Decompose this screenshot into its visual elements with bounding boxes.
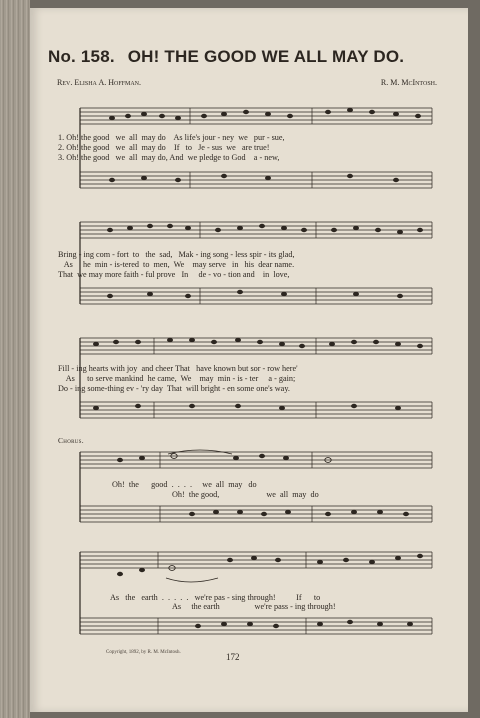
lyric-line: That we may more faith - ful prove In de - vo - tion and in love,	[58, 270, 290, 279]
credits-line	[57, 78, 437, 87]
copyright-notice: Copyright, 1892, by R. M. McIntosh.	[106, 650, 181, 655]
verse-lyrics-system-3	[58, 364, 298, 394]
chorus-echo-lyrics-1: Oh! the good, we all may do	[172, 490, 319, 499]
lyric-line: As to serve mankind he came, We may min - is - ter a - gain;	[58, 374, 296, 383]
lyric-line: 3. Oh! the good we all may do, And we pledge to God a - new,	[58, 153, 280, 162]
page-number: 172	[226, 652, 240, 662]
lyric-line: Fill - ing hearts with joy and cheer That have known but sor - row here'	[58, 364, 298, 373]
lyric-line: Do - ing some-thing ev - 'ry day That will bright - en some one's way.	[58, 384, 290, 393]
hymn-number: No. 158.	[48, 47, 115, 66]
chorus-echo-lyrics-2: As the earth we're pass - ing through!	[172, 602, 336, 611]
lyric-line: Bring - ing com - fort to the sad, Mak - ing song - less spir - its glad,	[58, 250, 295, 259]
hymn-title	[48, 47, 448, 67]
chorus-melody-lyrics-1: Oh! the good . . . . we all may do	[112, 480, 257, 489]
lyric-line: 2. Oh! the good we all may do If to Je - sus we are true!	[58, 143, 270, 152]
hymn-title-text: OH! THE GOOD WE ALL MAY DO.	[127, 47, 405, 66]
chorus-label: Chorus.	[58, 436, 84, 445]
lyric-line: 1. Oh! the good we all may do As life's jour - ney we pur - sue,	[58, 133, 285, 142]
chorus-melody-lyrics-2: As the earth . . . . . we're pas - sing through! If to	[110, 593, 321, 602]
author-credit: Rev. Elisha A. Hoffman.	[57, 78, 142, 87]
music-staff-pair-5	[50, 538, 436, 638]
verse-lyrics-system-1	[58, 133, 285, 163]
composer-credit: R. M. McIntosh.	[380, 78, 437, 87]
lyric-line: As he min - is-tered to men, We may serve in his dear name.	[58, 260, 295, 269]
book-page-edges	[0, 0, 30, 718]
verse-lyrics-system-2	[58, 250, 295, 280]
